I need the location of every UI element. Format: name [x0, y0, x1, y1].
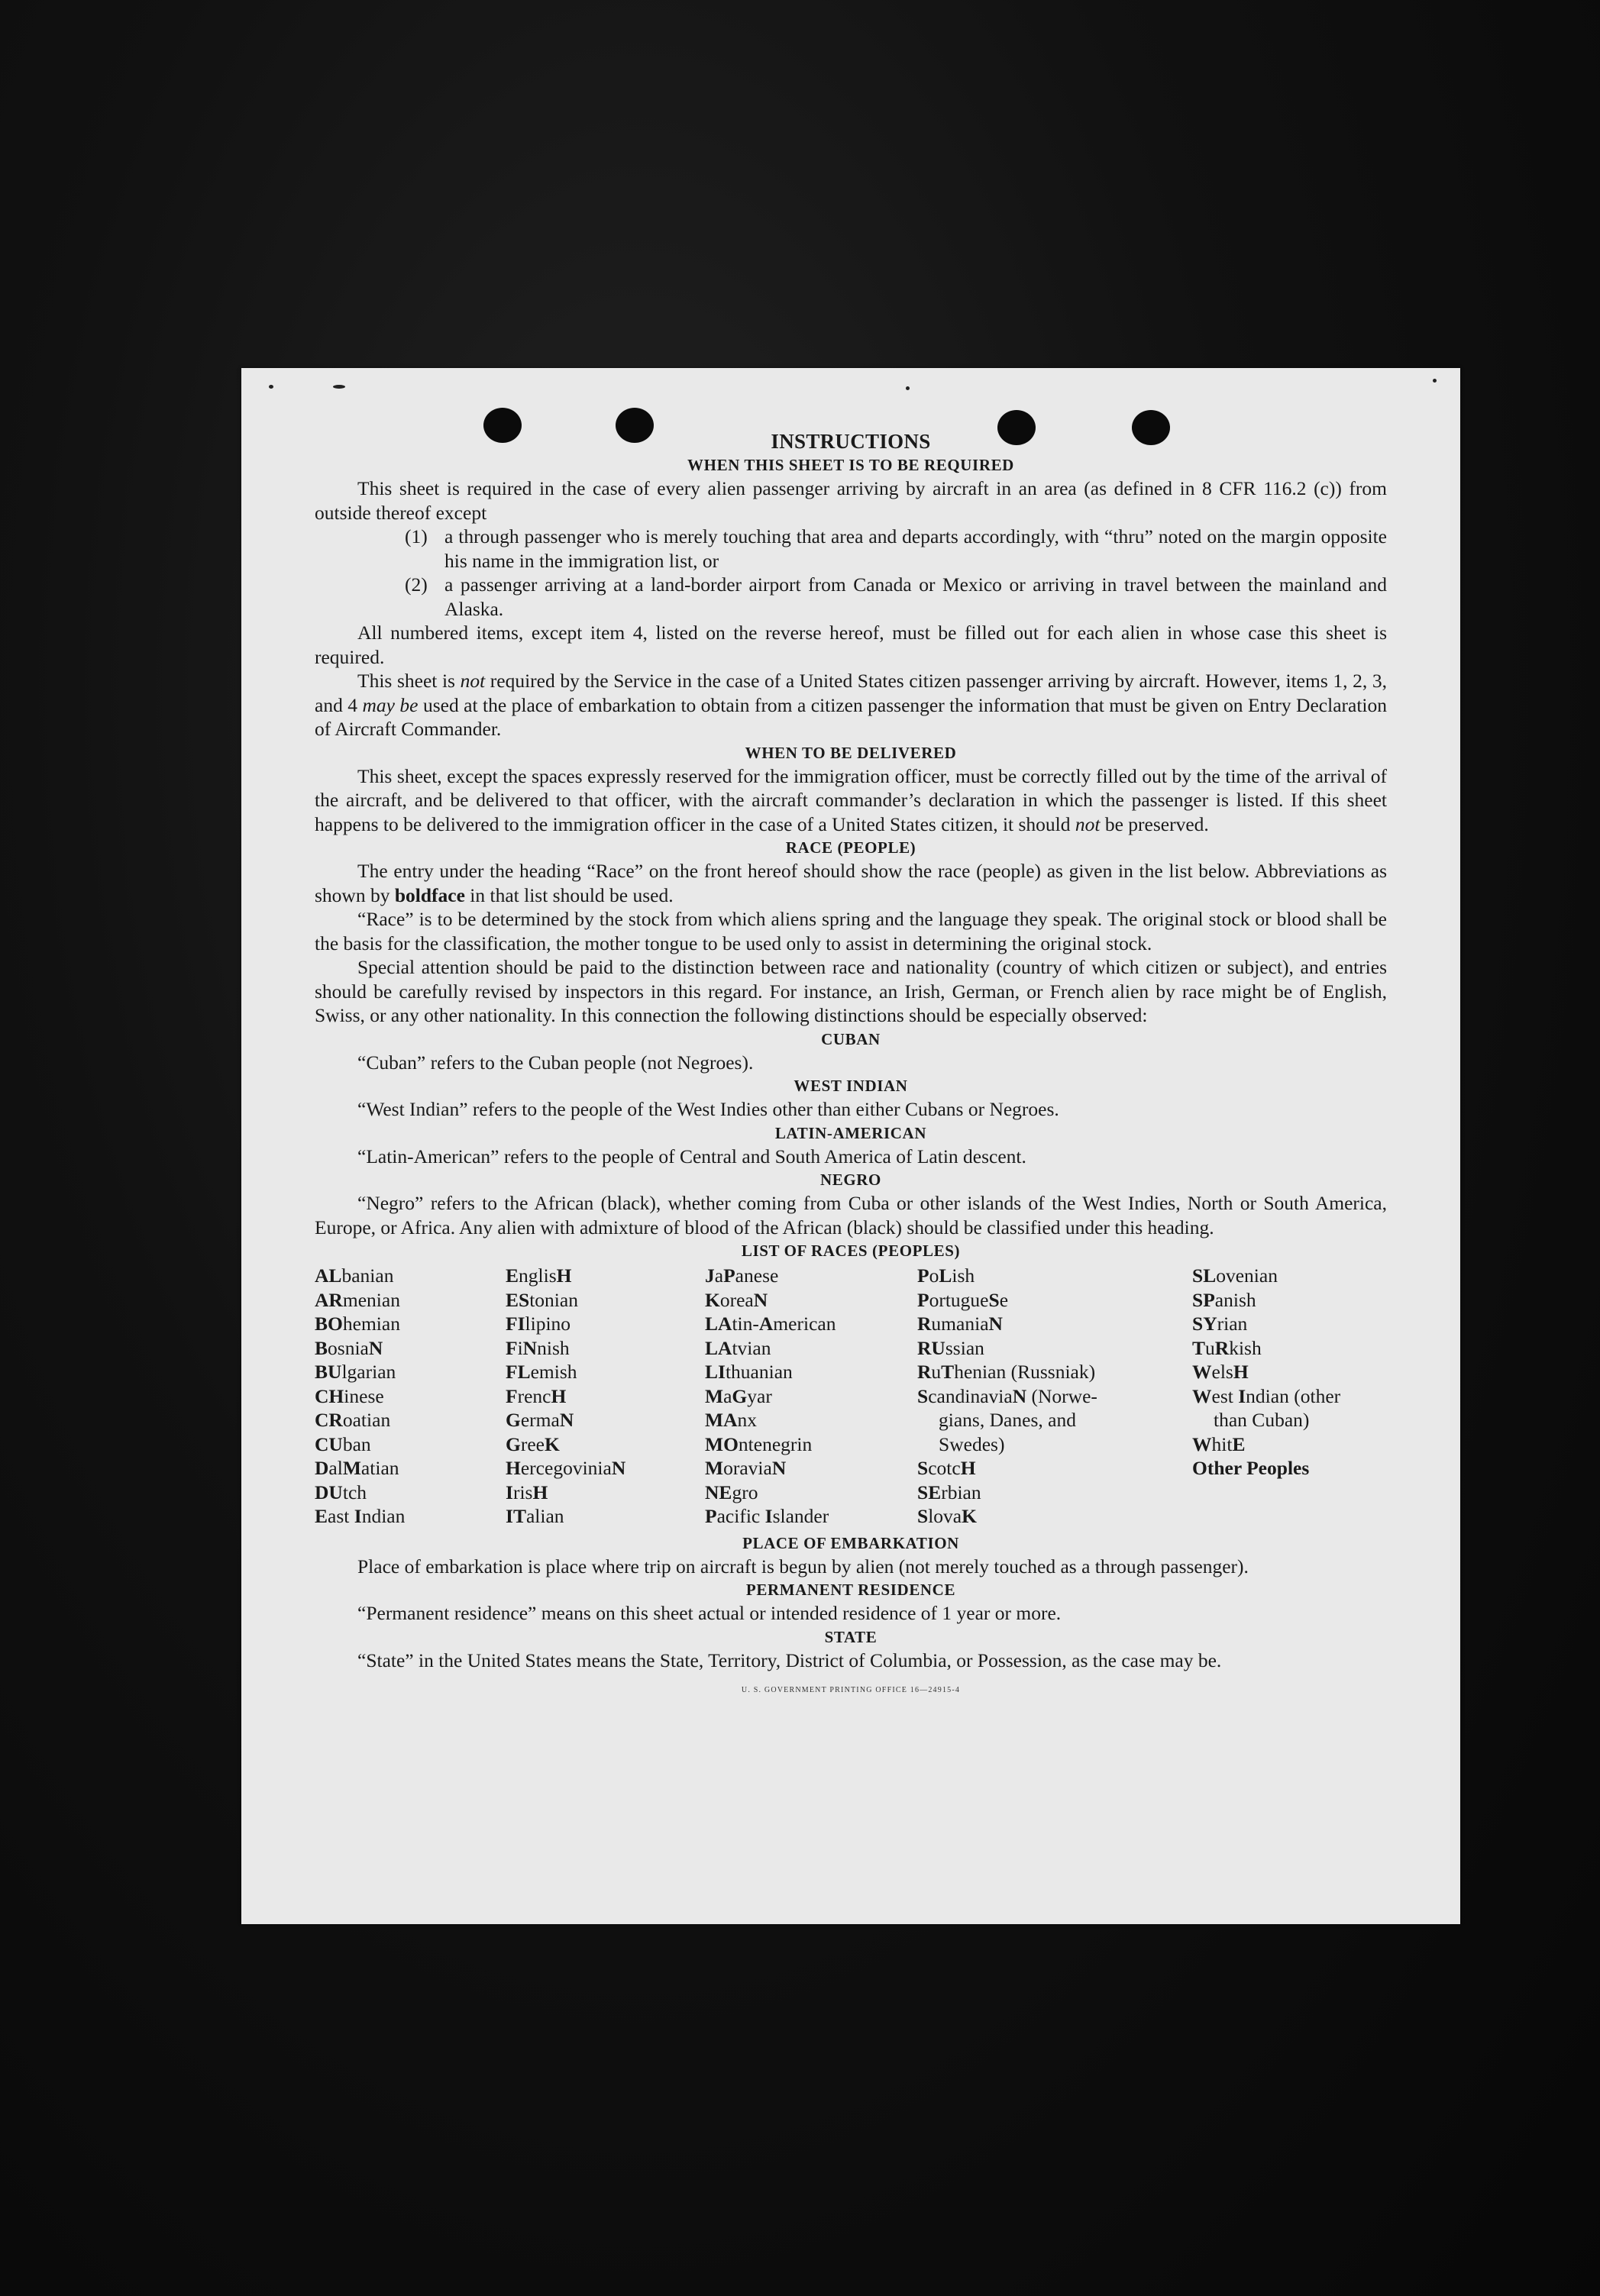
race-entry: TuRkish — [1192, 1336, 1262, 1359]
section-heading: LATIN-AMERICAN — [774, 1123, 927, 1142]
race-entry: GreeK — [506, 1432, 560, 1455]
item-number: (2) — [405, 573, 428, 596]
paragraph: “Permanent residence” means on this sheet actual or intended residence of 1 year or more. — [357, 1602, 1062, 1624]
race-entry: JaPanese — [705, 1264, 779, 1287]
race-entry: ScandinaviaN (Norwe- — [917, 1384, 1097, 1407]
race-entry: IrisH — [506, 1481, 548, 1503]
section-heading: PERMANENT RESIDENCE — [745, 1581, 956, 1599]
paragraph: “West Indian” refers to the people of the West Indies other than either Cubans or Negroes. — [357, 1098, 1059, 1120]
race-entry: FLemish — [506, 1361, 577, 1383]
race-entry: RUssian — [917, 1336, 984, 1359]
section-heading: NEGRO — [819, 1171, 881, 1189]
speck — [269, 385, 273, 389]
race-entry: RumaniaN — [917, 1313, 1003, 1335]
paragraph: The entry under the heading “Race” on the front hereof should show the race (people) as given in the list below. Abbreviations as shown by boldface in that list should be used. — [315, 860, 1387, 906]
race-entry: GermaN — [506, 1409, 574, 1431]
race-entry: WelsH — [1192, 1361, 1249, 1383]
race-entry: Pacific Islander — [705, 1505, 829, 1527]
race-entry: BOhemian — [315, 1313, 400, 1335]
race-entry: SLovenian — [1192, 1264, 1278, 1287]
speck — [906, 386, 910, 390]
paragraph: “Race” is to be determined by the stock from which aliens spring and the language they speak. The original stock or blood shall be the basis for the classification, the mother tongue to be used only to assist in determining the original stock. — [315, 908, 1387, 954]
race-entry: East Indian — [315, 1505, 406, 1527]
paragraph: “Negro” refers to the African (black), whether coming from Cuba or other islands of the West Indies, North or South America, Europe, or Africa. Any alien with admixture of blood of the African (black) should be classified under this heading. — [315, 1192, 1387, 1238]
race-entry: NEgro — [705, 1481, 758, 1503]
races-column — [705, 1264, 917, 1529]
section-heading: WHEN THIS SHEET IS TO BE REQUIRED — [687, 456, 1014, 474]
race-entry: ALbanian — [315, 1264, 394, 1287]
race-entry: BUlgarian — [315, 1361, 396, 1383]
race-entry: HercegoviniaN — [506, 1457, 626, 1479]
speck — [333, 385, 345, 389]
race-entry: LAtvian — [705, 1336, 771, 1359]
instructions-content — [315, 429, 1387, 1703]
document-sheet — [241, 368, 1460, 1924]
section-heading: PLACE OF EMBARKATION — [742, 1533, 959, 1552]
races-column — [917, 1264, 1192, 1529]
race-entry: ScotcH — [917, 1457, 976, 1479]
race-entry: RuThenian (Russniak) — [917, 1361, 1096, 1383]
race-entry: FrencH — [506, 1384, 567, 1407]
speck — [1433, 379, 1437, 383]
races-column — [1192, 1264, 1387, 1529]
race-entry: PoLish — [917, 1264, 975, 1287]
race-entry: EnglisH — [506, 1264, 572, 1287]
section-heading: STATE — [824, 1627, 878, 1646]
race-entry: ITalian — [506, 1505, 564, 1527]
paragraph: “Latin-American” refers to the people of Central and South America of Latin descent. — [357, 1145, 1026, 1167]
race-entry: DUtch — [315, 1481, 367, 1503]
race-entry: LIthuanian — [705, 1361, 793, 1383]
races-column — [506, 1264, 705, 1529]
race-entry: MoraviaN — [705, 1457, 787, 1479]
race-entry: Other Peoples — [1192, 1457, 1310, 1479]
race-entry: FiNnish — [506, 1336, 570, 1359]
race-entry: WhitE — [1192, 1432, 1246, 1455]
paragraph: This sheet is not required by the Service in the case of a United States citizen passenger arriving by aircraft. However, items 1, 2, 3, and 4 may be used at the place of embarkation to obtain from a citizen passenger the information that must be given on Entry Declaration of Aircraft Commander. — [315, 670, 1387, 740]
paragraph: “State” in the United States means the State, Territory, District of Columbia, or Possession, as the case may be. — [357, 1649, 1222, 1671]
section-heading: LIST OF RACES (PEOPLES) — [741, 1242, 961, 1260]
race-entry: ARmenian — [315, 1288, 400, 1311]
list-item — [405, 573, 1387, 621]
race-entry: BosniaN — [315, 1336, 383, 1359]
section-heading: RACE (PEOPLE) — [785, 838, 916, 857]
race-entry: West Indian (other — [1192, 1384, 1341, 1407]
item-text: a passenger arriving at a land-border airport from Canada or Mexico or arriving in travel between the mainland and Alaska. — [444, 573, 1387, 620]
race-entry: DalMatian — [315, 1457, 399, 1479]
paragraph: Place of embarkation is place where trip on aircraft is begun by alien (not merely touched as a through passenger). — [357, 1555, 1249, 1577]
race-entry: SlovaK — [917, 1505, 977, 1527]
race-entry: FIlipino — [506, 1313, 571, 1335]
paragraph: This sheet, except the spaces expressly reserved for the immigration officer, must be correctly filled out by the time of the arrival of the aircraft, and be delivered to that officer, with the aircraft commander’s declaration in which the passenger is listed. If this sheet happens to be delivered to the immigration officer in the case of a United States citizen, it should not be preserved. — [315, 764, 1387, 835]
item-number: (1) — [405, 525, 428, 547]
race-entry: SErbian — [917, 1481, 981, 1503]
race-entry: Swedes) — [939, 1432, 1005, 1455]
race-entry: MaGyar — [705, 1384, 772, 1407]
paragraph: This sheet is required in the case of every alien passenger arriving by aircraft in an area (as defined in 8 CFR 116.2 (c)) from outside thereof except — [315, 477, 1387, 524]
page-title: INSTRUCTIONS — [771, 430, 931, 453]
race-entry: EStonian — [506, 1288, 578, 1311]
paragraph: “Cuban” refers to the Cuban people (not Negroes). — [357, 1051, 754, 1074]
race-entry: SYrian — [1192, 1313, 1248, 1335]
race-entry: CHinese — [315, 1384, 384, 1407]
race-entry: CUban — [315, 1432, 371, 1455]
race-entry: gians, Danes, and — [939, 1409, 1076, 1431]
race-entry: LAtin-American — [705, 1313, 836, 1335]
race-entry: CRoatian — [315, 1409, 391, 1431]
printer-imprint: U. S. GOVERNMENT PRINTING OFFICE 16—24915-4 — [741, 1686, 961, 1694]
race-entry: PortugueSe — [917, 1288, 1009, 1311]
race-entry: KoreaN — [705, 1288, 768, 1311]
paragraph: Special attention should be paid to the distinction between race and nationality (country of which citizen or subject), and entries should be carefully revised by inspectors in this regard. For instance, an Irish, German, or French alien by race might be of English, Swiss, or any other nationality. In this connection the following distinctions should be especially observed: — [315, 956, 1387, 1026]
race-entry: SPanish — [1192, 1288, 1256, 1311]
item-text: a through passenger who is merely touching that area and departs accordingly, with “thru” noted on the margin opposite his name in the immigration list, or — [444, 525, 1387, 572]
list-item — [405, 525, 1387, 573]
paragraph: All numbered items, except item 4, listed on the reverse hereof, must be filled out for each alien in whose case this sheet is required. — [315, 622, 1387, 668]
races-column — [315, 1264, 506, 1529]
race-entry: MOntenegrin — [705, 1432, 813, 1455]
races-list — [315, 1264, 1387, 1529]
section-heading: CUBAN — [821, 1029, 881, 1048]
section-heading: WEST INDIAN — [794, 1077, 908, 1095]
race-entry: than Cuban) — [1214, 1409, 1310, 1431]
section-heading: WHEN TO BE DELIVERED — [745, 743, 957, 762]
race-entry: MAnx — [705, 1409, 757, 1431]
